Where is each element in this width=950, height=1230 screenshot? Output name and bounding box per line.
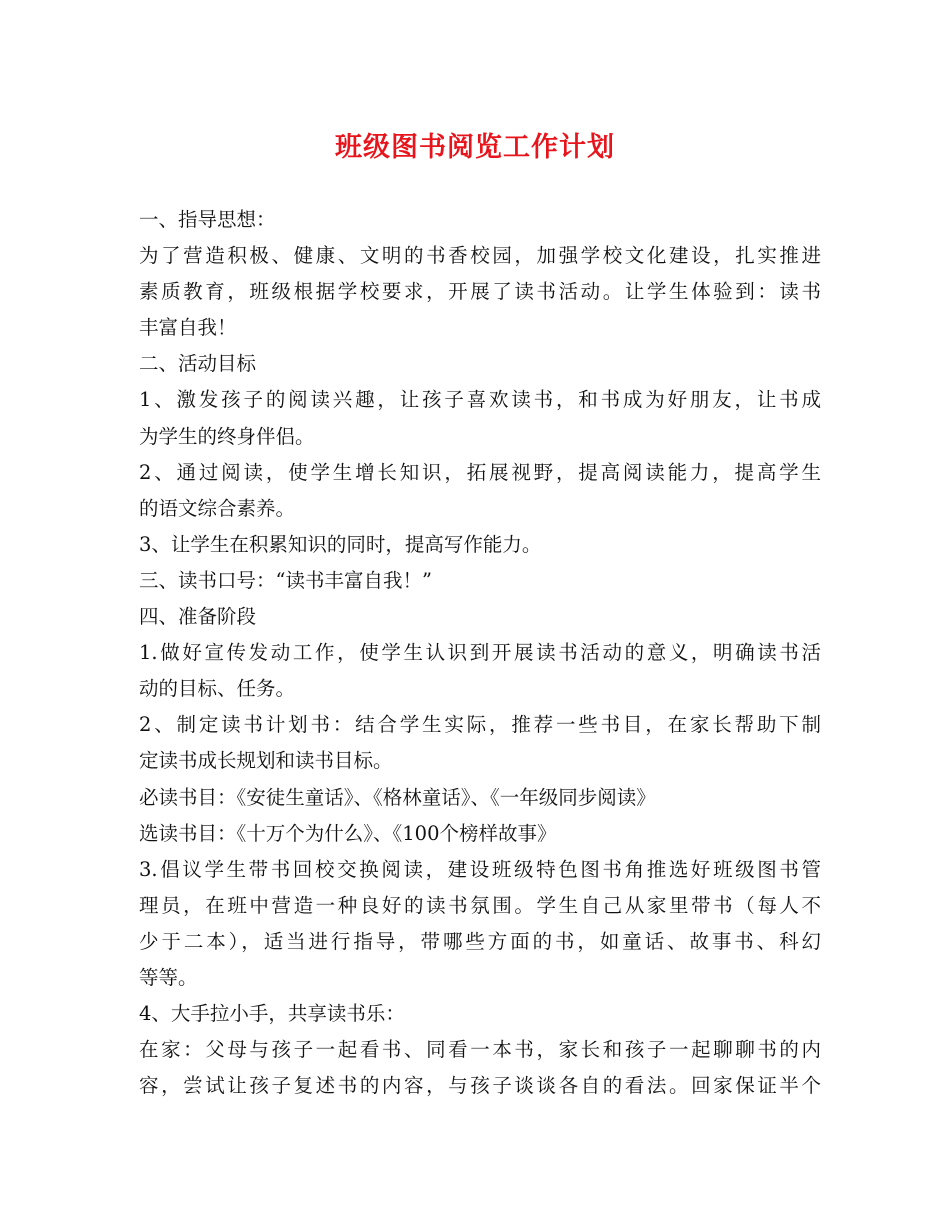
paragraph-line: 容，尝试让孩子复述书的内容，与孩子谈谈各自的看法。回家保证半个 xyxy=(139,1074,821,1098)
paragraph-line: 素质教育，班级根据学校要求，开展了读书活动。让学生体验到：读书 xyxy=(139,280,821,304)
paragraph-line: 动的目标、任务。 xyxy=(139,677,296,701)
paragraph-line: 1.做好宣传发动工作，使学生认识到开展读书活动的意义，明确读书活 xyxy=(139,641,821,665)
document-body xyxy=(139,202,821,1104)
paragraph-line: 四、准备阶段 xyxy=(139,605,257,629)
paragraph-line: 1、激发孩子的阅读兴趣，让孩子喜欢读书，和书成为好朋友，让书成 xyxy=(139,388,821,412)
paragraph-line: 的语文综合素养。 xyxy=(139,496,296,520)
paragraph-line: 选读书目：《十万个为什么》、《100个榜样故事》 xyxy=(139,821,557,845)
paragraph-line: 一、指导思想： xyxy=(139,208,276,231)
paragraph-line: 必读书目：《安徒生童话》、《格林童话》、《一年级同步阅读》 xyxy=(139,785,656,809)
paragraph-line: 4、大手拉小手，共享读书乐： xyxy=(139,1002,405,1026)
paragraph-line: 2、通过阅读，使学生增长知识，拓展视野，提高阅读能力，提高学生 xyxy=(139,460,821,484)
paragraph-line: 少于二本），适当进行指导，带哪些方面的书，如童话、故事书、科幻 xyxy=(139,929,821,953)
paragraph-line: 为了营造积极、健康、文明的书香校园，加强学校文化建设，扎实推进 xyxy=(139,244,821,268)
paragraph-line: 理员，在班中营造一种良好的读书氛围。学生自己从家里带书（每人不 xyxy=(139,893,821,917)
paragraph-line: 2、制定读书计划书：结合学生实际，推荐一些书目，在家长帮助下制 xyxy=(139,713,821,737)
document-title: 班级图书阅览工作计划 xyxy=(335,132,615,163)
paragraph-line: 二、活动目标 xyxy=(139,352,257,376)
paragraph-line: 为学生的终身伴侣。 xyxy=(139,424,315,448)
paragraph-line: 定读书成长规划和读书目标。 xyxy=(139,749,393,773)
paragraph-line: 3.倡议学生带书回校交换阅读，建设班级特色图书角推选好班级图书管 xyxy=(139,857,821,881)
paragraph-line: 三、读书口号：“读书丰富自我！” xyxy=(139,568,432,592)
paragraph-line: 在家：父母与孩子一起看书、同看一本书，家长和孩子一起聊聊书的内 xyxy=(139,1038,821,1062)
paragraph-line: 等等。 xyxy=(139,965,198,989)
paragraph-line: 丰富自我！ xyxy=(139,316,237,340)
paragraph-line: 3、让学生在积累知识的同时，提高写作能力。 xyxy=(139,532,542,556)
